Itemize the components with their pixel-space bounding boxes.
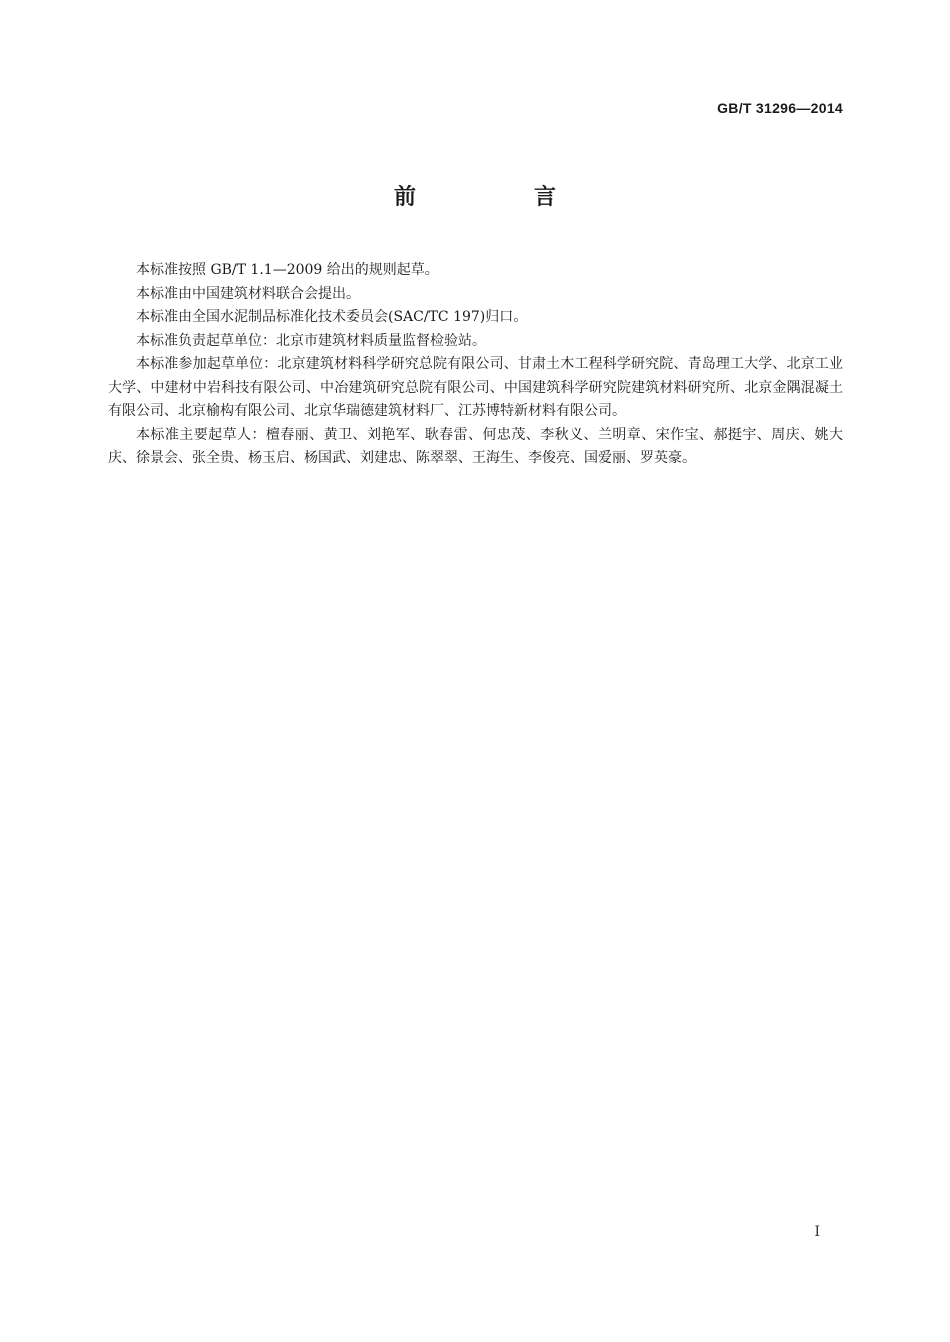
- paragraph-committee: 本标准由全国水泥制品标准化技术委员会(SAC/TC 197)归口。: [136, 309, 528, 325]
- paragraph-participating-units: 本标准参加起草单位：北京建筑材料科学研究总院有限公司、甘肃土木工程科学研究院、青岛理工大学、北京工业大学、中建材中岩科技有限公司、中冶建筑研究总院有限公司、中国建筑科学研究院建筑材料研究所、北京金隅混凝土有限公司、北京榆构有限公司、北京华瑞德建筑材料厂、江苏博特新材料有限公司。: [108, 356, 843, 419]
- paragraph-lead-drafter: 本标准负责起草单位：北京市建筑材料质量监督检验站。: [136, 332, 486, 349]
- paragraph-main-drafters: 本标准主要起草人：檀春丽、黄卫、刘艳军、耿春雷、何忠茂、李秋义、兰明章、宋作宝、郝挺宇、周庆、姚大庆、徐景会、张全贵、杨玉启、杨国武、刘建忠、陈翠翠、王海生、李俊亮、国爱丽、罗英豪。: [108, 426, 843, 466]
- page-title: 前 言: [393, 185, 604, 210]
- paragraph-drafting-rules: 本标准按照 GB/T 1.1—2009 给出的规则起草。: [136, 262, 439, 278]
- paragraph-proposer: 本标准由中国建筑材料联合会提出。: [136, 285, 360, 302]
- foreword-body: [108, 259, 843, 471]
- page-number: I: [814, 1224, 820, 1240]
- standard-code: GB/T 31296—2014: [717, 100, 843, 116]
